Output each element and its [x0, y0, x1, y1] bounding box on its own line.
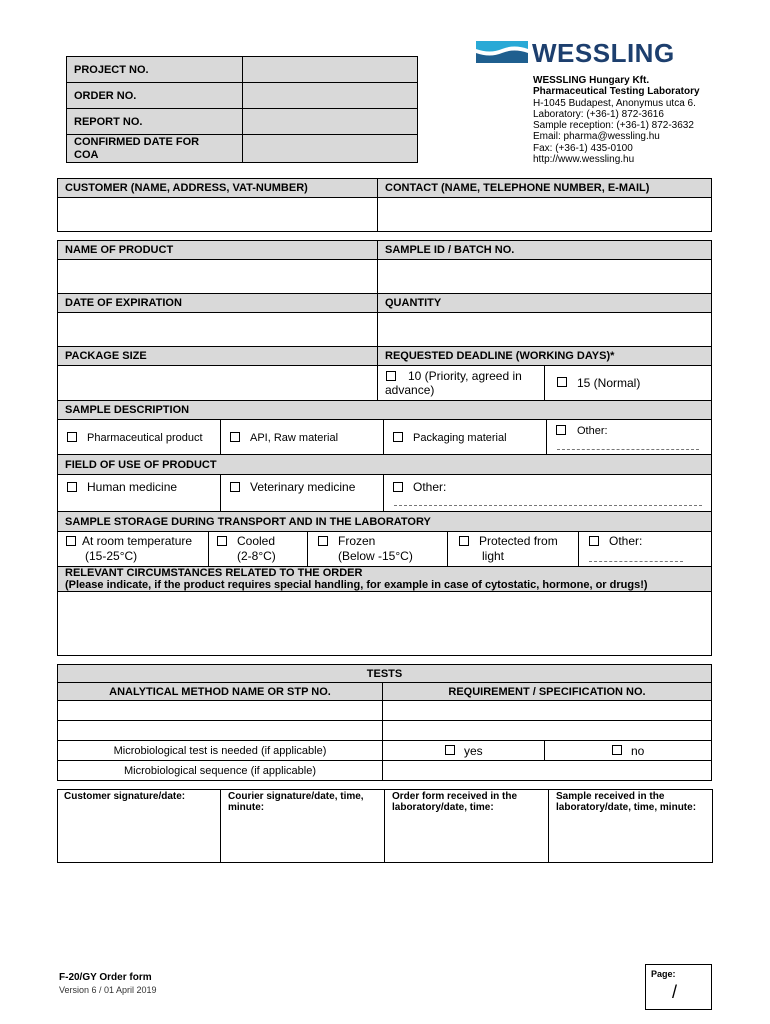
- expiration-label: DATE OF EXPIRATION: [65, 297, 182, 309]
- order-no-field[interactable]: [242, 82, 418, 109]
- circumstances-field[interactable]: [57, 591, 712, 656]
- lab-name: WESSLING Hungary Kft.: [533, 75, 650, 86]
- lab-reception: Sample reception: (+36-1) 872-3632: [533, 120, 694, 132]
- courier-signature-label: Courier signature/date, time, minute:: [228, 791, 364, 813]
- micro-yes-checkbox[interactable]: [445, 745, 455, 755]
- deadline-label: REQUESTED DEADLINE (WORKING DAYS)*: [385, 350, 615, 362]
- circumstances-subtitle: (Please indicate, if the product requires special handling, for example in case of cytostatic, hormone, or drugs!): [65, 579, 648, 591]
- micro-sequence-label: Microbiological sequence (if applicable): [124, 765, 316, 777]
- storage-frozen-line2: (Below -15°C): [338, 549, 413, 563]
- deadline-priority-cell[interactable]: [377, 365, 545, 401]
- sample-desc-api-cell[interactable]: [220, 419, 384, 455]
- contact-field[interactable]: [377, 197, 712, 232]
- storage-other-line[interactable]: [589, 561, 683, 562]
- sample-desc-other-checkbox[interactable]: [556, 425, 566, 435]
- lab-fax: Fax: (+36-1) 435-0100: [533, 142, 633, 154]
- use-other-label: Other:: [413, 480, 447, 494]
- requirement-header-cell: [382, 682, 712, 701]
- wessling-logo: [476, 40, 696, 66]
- lab-web[interactable]: http://www.wessling.hu: [533, 154, 635, 166]
- sample-desc-other-cell[interactable]: [546, 419, 712, 455]
- storage-light-cell[interactable]: [447, 531, 579, 567]
- storage-room-line2: (15-25°C): [85, 549, 138, 563]
- quantity-label-cell: [377, 293, 712, 313]
- sample-desc-packaging-cell[interactable]: [383, 419, 547, 455]
- expiration-label-cell: [57, 293, 378, 313]
- customer-label-cell: [57, 178, 378, 198]
- storage-cooled-line2: (2-8°C): [237, 549, 276, 563]
- circumstances-title: RELEVANT CIRCUMSTANCES RELATED TO THE ORDER: [65, 567, 363, 579]
- field-of-use-title: FIELD OF USE OF PRODUCT: [65, 459, 217, 471]
- micro-sequence-field[interactable]: [382, 760, 712, 781]
- product-name-field[interactable]: [57, 259, 378, 294]
- use-veterinary-label: Veterinary medicine: [250, 480, 356, 494]
- report-no-label-cell: [66, 108, 243, 135]
- customer-label: CUSTOMER (NAME, ADDRESS, VAT-NUMBER): [65, 182, 308, 194]
- storage-light-line2: light: [482, 549, 505, 563]
- use-veterinary-checkbox[interactable]: [230, 482, 240, 492]
- report-no-label: REPORT NO.: [74, 116, 143, 128]
- micro-needed-label: Microbiological test is needed (if applicable): [113, 745, 327, 757]
- storage-room-line1: At room temperature: [82, 534, 193, 548]
- storage-cooled-line1: Cooled: [237, 534, 276, 548]
- micro-yes-cell[interactable]: [382, 740, 545, 761]
- storage-light-line1: Protected from: [479, 534, 558, 548]
- deadline-priority-label: 10 (Priority, agreed in advance): [385, 369, 522, 397]
- requirement-row-2[interactable]: [382, 720, 712, 741]
- storage-room-cell[interactable]: [57, 531, 209, 567]
- micro-needed-cell: [57, 740, 383, 761]
- project-no-field[interactable]: [242, 56, 418, 83]
- contact-label-cell: [377, 178, 712, 198]
- lab-info: [533, 75, 733, 165]
- sample-desc-api-checkbox[interactable]: [230, 432, 240, 442]
- page-separator: /: [672, 982, 678, 1002]
- storage-frozen-cell[interactable]: [307, 531, 448, 567]
- confirmed-date-label: CONFIRMED DATE FOR COA: [74, 136, 200, 161]
- sample-desc-pharma-label: Pharmaceutical product: [87, 432, 203, 444]
- storage-other-cell[interactable]: [578, 531, 712, 567]
- use-veterinary-cell[interactable]: [220, 474, 384, 512]
- quantity-field[interactable]: [377, 312, 712, 347]
- package-size-label-cell: [57, 346, 378, 366]
- use-other-cell[interactable]: [383, 474, 712, 512]
- requirement-header: REQUIREMENT / SPECIFICATION NO.: [448, 686, 646, 698]
- package-size-field[interactable]: [57, 365, 378, 401]
- sample-desc-pharma-cell[interactable]: [57, 419, 221, 455]
- sample-received-label: Sample received in the laboratory/date, time, minute:: [556, 791, 697, 813]
- use-other-checkbox[interactable]: [393, 482, 403, 492]
- form-version: Version 6 / 01 April 2019: [59, 985, 157, 995]
- micro-no-checkbox[interactable]: [612, 745, 622, 755]
- order-received-cell[interactable]: [384, 789, 549, 863]
- package-size-label: PACKAGE SIZE: [65, 350, 147, 362]
- storage-cooled-checkbox[interactable]: [217, 536, 227, 546]
- deadline-label-cell: [377, 346, 712, 366]
- batch-label-cell: [377, 240, 712, 260]
- micro-yes-label: yes: [464, 744, 483, 758]
- storage-other-label: Other:: [609, 534, 643, 548]
- expiration-field[interactable]: [57, 312, 378, 347]
- sample-desc-api-label: API, Raw material: [250, 432, 339, 444]
- customer-field[interactable]: [57, 197, 378, 232]
- project-no-label-cell: [66, 56, 243, 83]
- method-row-1[interactable]: [57, 700, 383, 721]
- order-no-label-cell: [66, 82, 243, 109]
- micro-sequence-cell: [57, 760, 383, 781]
- page-label: Page:: [651, 969, 676, 979]
- use-human-cell[interactable]: [57, 474, 221, 512]
- page-box: [645, 964, 712, 1010]
- order-no-label: ORDER NO.: [74, 90, 137, 102]
- lab-email: Email: pharma@wessling.hu: [533, 131, 660, 143]
- use-human-checkbox[interactable]: [67, 482, 77, 492]
- sample-desc-other-line[interactable]: [557, 449, 699, 450]
- deadline-normal-label: 15 (Normal): [577, 376, 641, 390]
- micro-no-label: no: [631, 744, 645, 758]
- lab-dept: Pharmaceutical Testing Laboratory: [533, 86, 700, 98]
- lab-address: H-1045 Budapest, Anonymus utca 6.: [533, 97, 696, 109]
- storage-title: SAMPLE STORAGE DURING TRANSPORT AND IN THE LABORATORY: [65, 516, 431, 528]
- confirmed-date-field[interactable]: [242, 134, 418, 163]
- wessling-logo-icon: [476, 41, 528, 65]
- storage-light-checkbox[interactable]: [459, 536, 469, 546]
- method-header-cell: [57, 682, 383, 701]
- micro-no-cell[interactable]: [544, 740, 712, 761]
- method-row-2[interactable]: [57, 720, 383, 741]
- product-name-label-cell: [57, 240, 378, 260]
- storage-other-checkbox[interactable]: [589, 536, 599, 546]
- batch-label: SAMPLE ID / BATCH NO.: [385, 244, 515, 256]
- quantity-label: QUANTITY: [385, 297, 442, 309]
- method-header: ANALYTICAL METHOD NAME OR STP NO.: [109, 686, 331, 698]
- courier-signature-cell[interactable]: [220, 789, 385, 863]
- use-human-label: Human medicine: [87, 480, 178, 494]
- deadline-normal-checkbox[interactable]: [557, 377, 567, 387]
- report-no-field[interactable]: [242, 108, 418, 135]
- deadline-normal-cell[interactable]: [544, 365, 712, 401]
- form-id: F-20/GY Order form: [59, 972, 152, 983]
- storage-header: [57, 511, 712, 532]
- requirement-row-1[interactable]: [382, 700, 712, 721]
- sample-desc-pharma-checkbox[interactable]: [67, 432, 77, 442]
- sample-desc-packaging-label: Packaging material: [413, 432, 507, 444]
- sample-description-header: [57, 400, 712, 420]
- sample-desc-other-label: Other:: [577, 425, 608, 437]
- customer-signature-cell[interactable]: [57, 789, 221, 863]
- project-no-label: PROJECT NO.: [74, 64, 149, 76]
- lab-phone: Laboratory: (+36-1) 872-3616: [533, 108, 664, 120]
- batch-field[interactable]: [377, 259, 712, 294]
- sample-description-title: SAMPLE DESCRIPTION: [65, 404, 190, 416]
- use-other-line[interactable]: [394, 505, 702, 506]
- order-received-label: Order form received in the laboratory/date, time:: [392, 791, 518, 813]
- confirmed-date-label-cell: [66, 134, 243, 163]
- product-name-label: NAME OF PRODUCT: [65, 244, 174, 256]
- tests-header: [57, 664, 712, 683]
- tests-title: TESTS: [366, 668, 403, 680]
- circumstances-header: [57, 566, 712, 592]
- storage-room-checkbox[interactable]: [66, 536, 76, 546]
- sample-received-cell[interactable]: [548, 789, 713, 863]
- customer-signature-label: Customer signature/date:: [64, 791, 186, 802]
- storage-frozen-line1: Frozen: [338, 534, 376, 548]
- wessling-logo-text: WESSLING: [532, 38, 675, 68]
- sample-desc-packaging-checkbox[interactable]: [393, 432, 403, 442]
- field-of-use-header: [57, 454, 712, 475]
- storage-cooled-cell[interactable]: [208, 531, 308, 567]
- storage-frozen-checkbox[interactable]: [318, 536, 328, 546]
- contact-label: CONTACT (NAME, TELEPHONE NUMBER, E-MAIL): [385, 182, 650, 194]
